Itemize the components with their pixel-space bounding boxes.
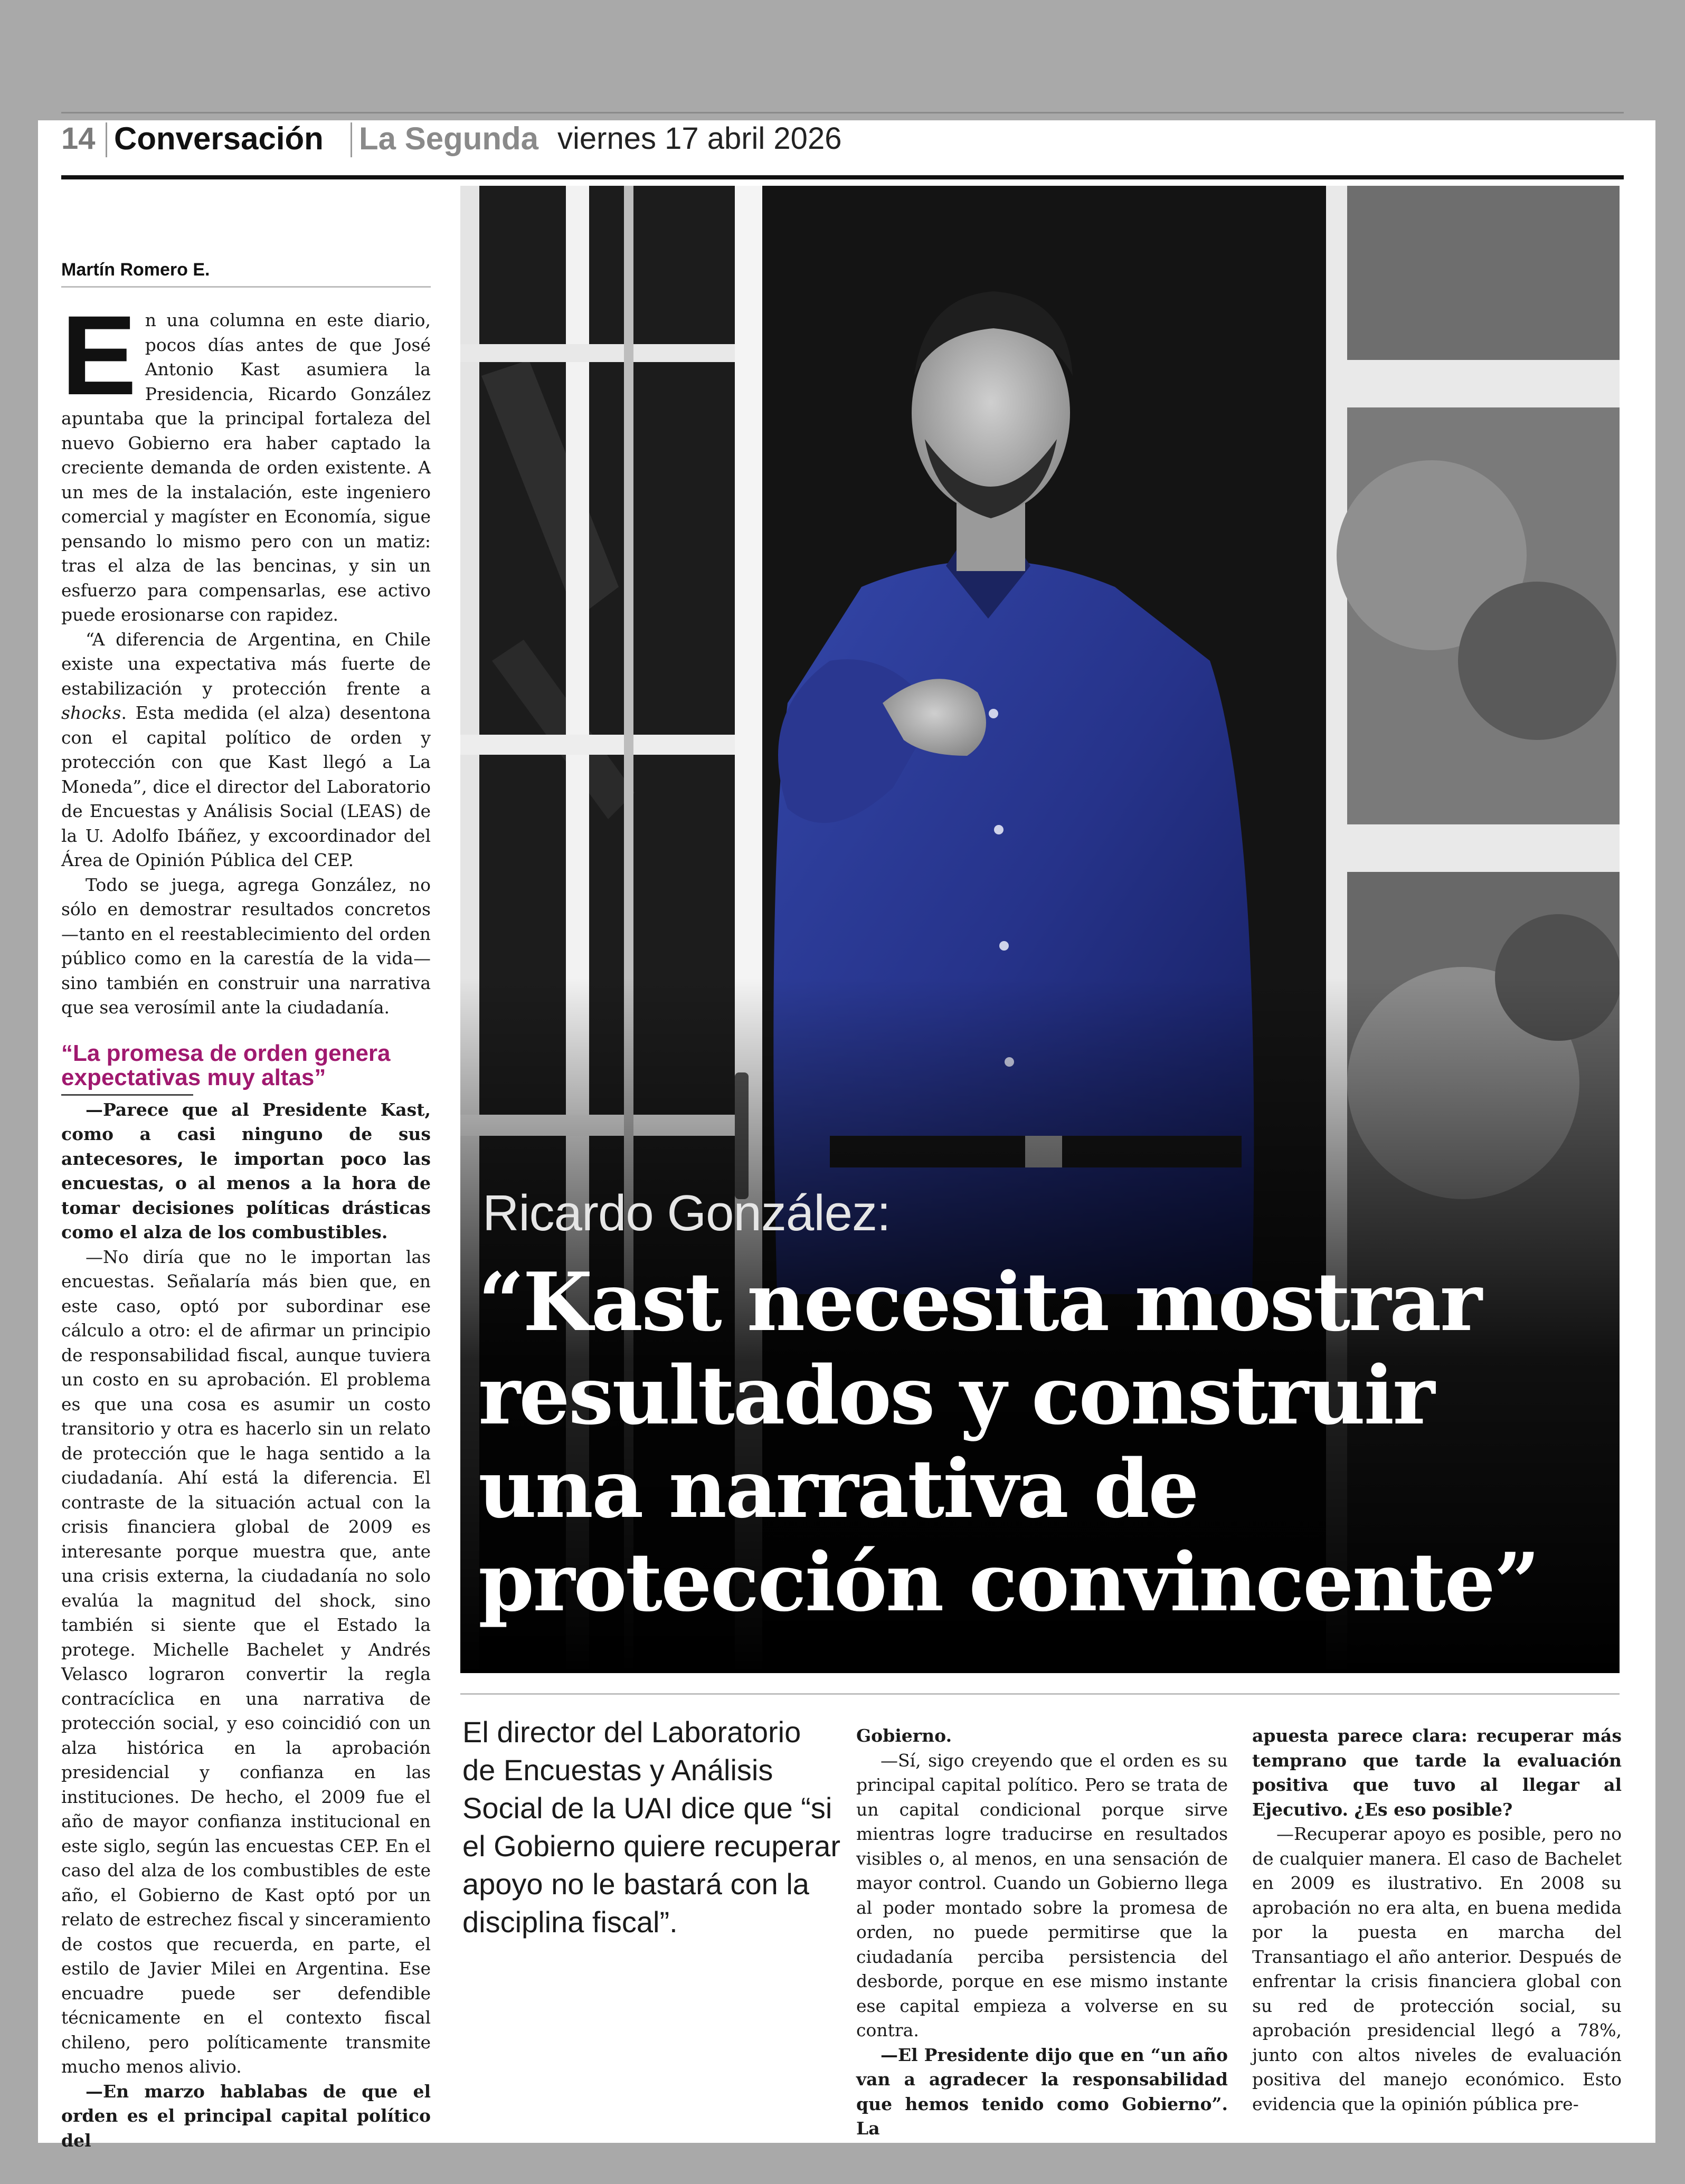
publication-name: La Segunda <box>359 121 539 156</box>
top-rule <box>61 112 1624 113</box>
headline-line: una narrativa de <box>478 1441 1198 1536</box>
question: —En marzo hablabas de que el orden es el principal capital político del <box>61 2081 431 2151</box>
answer: —Sí, sigo creyendo que el orden es su principal capital político. Pero se trata de un capital condicional porque sirve mientras logre traducirse en resultados visibles o, al menos, en una sensación de mayor control. Cuando un Gobierno llega al poder montado sobre la promesa de orden, no puede permitirse que la ciudadanía perciba persistencia del desborde, porque en ese mismo instante ese capital empieza a volverse en su contra. <box>856 1750 1228 2040</box>
question-end: apuesta parece clara: recuperar más temprano que tarde la evaluación positiva que tuvo al llegar al Ejecutivo. ¿Es eso posible? <box>1252 1725 1622 1820</box>
subheading: “La promesa de orden genera expectativas muy altas” <box>61 1040 391 1090</box>
subheading-rule <box>61 1094 193 1096</box>
article-column-2 <box>856 1724 1228 2141</box>
question: —Parece que al Presidente Kast, como a casi ninguno de sus antecesores, le importan poco las encuestas, o al menos a la hora de tomar decisiones políticas drásticas como el alza de los combustibles. <box>61 1099 431 1242</box>
headline-name: Ricardo González: <box>482 1185 891 1241</box>
byline: Martín Romero E. <box>61 260 210 280</box>
page-number: 14 <box>61 121 96 156</box>
question-end: Gobierno. <box>856 1725 952 1746</box>
headline-line: “Kast necesita mostrar <box>478 1255 1481 1349</box>
question: —El Presidente dijo que en “un año van a agradecer la responsabilidad que hemos tenido como Gobierno”. La <box>856 2044 1228 2139</box>
drop-cap: E <box>61 292 137 419</box>
lead-text: n una columna en este diario, pocos días antes de que José Antonio Kast asumiera la Presidencia, Ricardo González apuntaba que la principal fortaleza del nuevo Gobierno era haber captado la creciente demanda de orden existente. A un mes de la instalación, este ingeniero comercial y magíster en Economía, sigue pensando lo mismo pero con un matiz: tras el alza de las bencinas, y sin un esfuerzo para compensarlas, ese activo puede erosionarse con rapidez. <box>61 310 431 625</box>
paragraph-text: “A diferencia de Argentina, en Chile existe una expectativa más fuerte de estabilización y protección frente a <box>61 629 431 699</box>
masthead-divider <box>351 122 352 157</box>
masthead <box>61 118 1624 162</box>
lead-paragraph <box>61 292 431 628</box>
answer: —No diría que no le importan las encuestas. Señalaría más bien que, en este caso, optó por subordinar ese cálculo a otro: el de afirmar un principio de responsabilidad fiscal, aunque tuviera un costo en su aprobación. El problema es que una cosa es asumir un costo transitorio y otra es hacerlo sin un relato de protección que le haga sentido a la ciudadanía. Ahí está la diferencia. El contraste de la situación actual con la crisis financiera global de 2009 es interesante porque muestra que, ante una crisis externa, la ciudadanía no solo evalúa la magnitud del shock, sino también si siente que el Estado la protege. Michelle Bachelet y Andrés Velasco lograron convertir la regla contracíclica en una narrativa de protección social, y eso coincidió con un alza histórica en la aprobación presidencial y confianza en las instituciones. De hecho, el 2009 fue el año de mayor confianza institucional en este siglo, según las encuestas CEP. En el caso del alza de los combustibles de este año, el Gobierno de Kast optó por un relato de estrechez fiscal y sinceramiento de costos que recuerda, en parte, el estilo de Javier Milei en Argentina. Ese encuadre puede ser defendible técnicamente en el contexto fiscal chileno, pero políticamente transmite mucho menos alivio. <box>61 1246 431 2077</box>
issue-date: viernes 17 abril 2026 <box>557 121 842 156</box>
masthead-rule <box>61 175 1624 179</box>
photo-bottom-rule <box>460 1693 1620 1695</box>
headline <box>478 1255 1613 1629</box>
article-column-3 <box>1252 1724 1622 2116</box>
article-deck: El director del Laboratorio de Encuestas y Análisis Social de la UAI dice que “si el Gobierno quiere recuperar apoyo no le bastará con la disciplina fiscal”. <box>462 1715 840 1939</box>
paragraph: Todo se juega, agrega González, no sólo en demostrar resultados concretos —tanto en el reestablecimiento del orden público como en la carestía de la vida— sino también en construir una narrativa que sea verosímil ante la ciudadanía. <box>61 874 431 1018</box>
paragraph-text: . Esta medida (el alza) desentona con el capital político de orden y protección con que Kast llegó a La Moneda”, dice el director del Laboratorio de Encuestas y Análisis Social (LEAS) de la U. Adolfo Ibáñez, y excoordinador del Área de Opinión Pública del CEP. <box>61 702 431 870</box>
paragraph <box>61 628 431 873</box>
section-name: Conversación <box>114 121 324 156</box>
headline-line: resultados y construir <box>478 1348 1434 1442</box>
headline-line: protección convincente” <box>478 1535 1539 1629</box>
article-column-1 <box>61 292 431 2153</box>
emphasis-text: shocks <box>61 702 121 723</box>
byline-rule <box>61 286 431 288</box>
answer: —Recuperar apoyo es posible, pero no de cualquier manera. El caso de Bachelet en 2009 es ilustrativo. En 2008 su aprobación no era alta, en buena medida por la puesta en marcha del Transantiago el año anterior. Después de enfrentar la crisis financiera global con su red de protección social, su aprobación presidencial llegó a 78%, junto con altos niveles de evaluación positiva del manejo económico. Esto evidencia que la opinión pública pre- <box>1252 1824 1622 2114</box>
masthead-divider <box>106 122 107 157</box>
